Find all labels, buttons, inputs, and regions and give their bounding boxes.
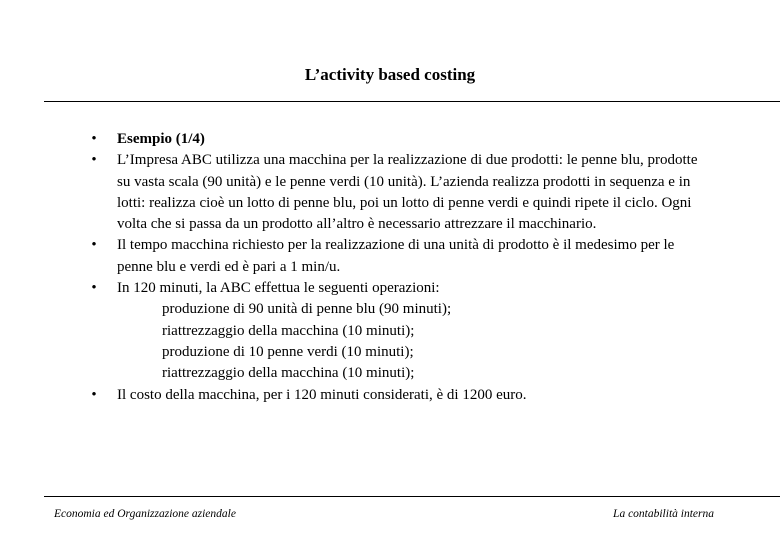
footer-section-title: La contabilità interna — [613, 508, 714, 520]
slide-title: L’activity based costing — [304, 65, 476, 84]
sub-item: riattrezzaggio della macchina (10 minuti); — [162, 365, 415, 382]
footer-course-title: Economia ed Organizzazione aziendale — [54, 508, 236, 520]
bullet-text: Il tempo macchina richiesto per la realizzazione di una unità di prodotto è il medesimo per le penne blu e verdi ed è pari a 1 min/u. — [117, 237, 675, 275]
sub-item: produzione di 10 penne verdi (10 minuti); — [162, 343, 414, 360]
bullet-item — [88, 129, 708, 150]
bullet-text: Esempio (1/4) — [117, 131, 205, 147]
sub-item: produzione di 90 unità di penne blu (90 minuti); — [162, 301, 452, 318]
bullet-text: In 120 minuti, la ABC effettua le seguenti operazioni: — [117, 280, 440, 297]
bullet-item — [88, 385, 708, 406]
bullet-icon: • — [91, 280, 97, 297]
bullet-item — [88, 150, 708, 235]
bullet-icon: • — [91, 131, 97, 147]
bullet-list — [88, 129, 708, 406]
footer-divider — [44, 496, 780, 497]
sub-item: riattrezzaggio della macchina (10 minuti); — [162, 322, 415, 339]
bullet-icon: • — [91, 152, 97, 169]
header-divider — [44, 101, 780, 102]
bullet-icon: • — [91, 386, 97, 403]
bullet-item — [88, 278, 708, 384]
bullet-item — [88, 235, 708, 278]
bullet-icon: • — [91, 237, 97, 254]
bullet-text: Il costo della macchina, per i 120 minuti considerati, è di 1200 euro. — [117, 386, 527, 403]
bullet-text: L’Impresa ABC utilizza una macchina per la realizzazione di due prodotti: le penne blu, prodotte su vasta scala (90 unità) e le penne verdi (10 unità). L’azienda realizza prodotti in sequenza e in lotti: realizza cioè un lotto di penne blu, poi un lotto di penne verdi e quindi ripete il ciclo. Ogni volta che si passa da un prodotto all’altro è necessario attrezzare il macchinario. — [117, 152, 698, 233]
